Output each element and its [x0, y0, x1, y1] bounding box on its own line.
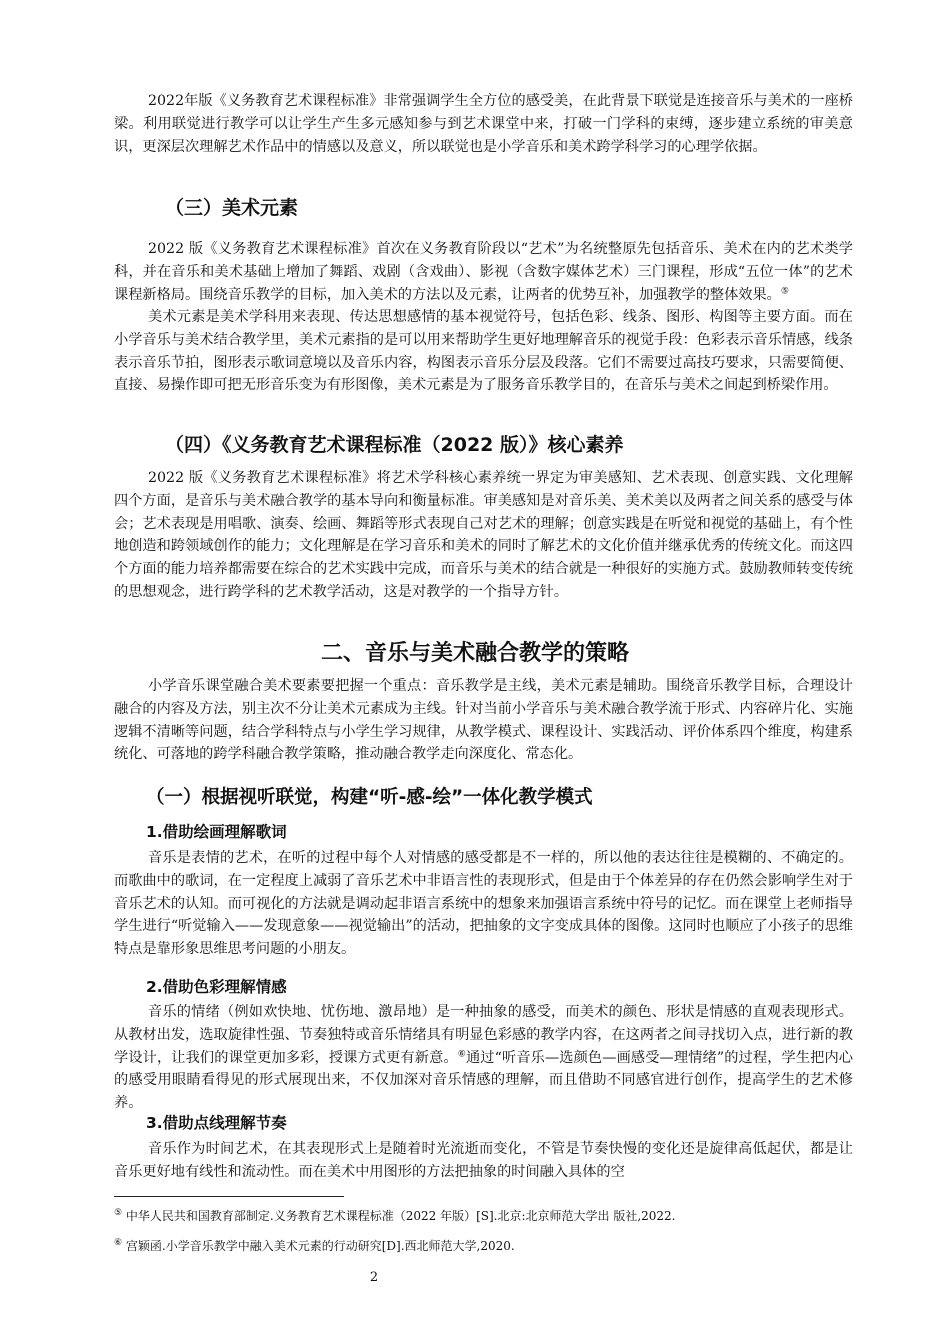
footnote-5	[114, 1208, 676, 1224]
page-number: 2	[369, 1270, 379, 1285]
heading-drawing-lyrics: 1.借助绘画理解歌词	[146, 823, 287, 841]
paragraph-synesthesia: 2022年版《义务教育艺术课程标准》非常强调学生全方位的感受美，在此背景下联觉是连接音乐与美术的一座桥梁。利用联觉进行教学可以让学生产生多元感知参与到艺术课堂中来，打破一门学科的束缚，逐步建立系统的审美意识，更深层次理解艺术作品中的情感以及意义，所以联觉也是小学音乐和美术跨学科学习的心理学依据。	[114, 93, 853, 155]
paragraph-drawing-lyrics: 音乐是表情的艺术，在听的过程中每个人对情感的感受都是不一样的，所以他的表达往往是模糊的、不确定的。而歌曲中的歌词，在一定程度上减弱了音乐艺术中非语言性的表现形式，但是由于个体差异的存在仍然会影响学生对于音乐艺术的认知。而可视化的方法就是调动起非语言系统中的想象来加强语言系统中符号的记忆。而在课堂上老师指导学生进行“听觉输入——发现意象——视觉输出”的活动，把抽象的文字变成具体的图像。这同时也顺应了小孩子的思维特点是靠形象思维思考问题的小朋友。	[114, 850, 853, 958]
heading-art-elements: （三）美术元素	[165, 197, 299, 219]
paragraph-text: 音乐的情绪（例如欢快地、忧伤地、激昂地）是一种抽象的感受，而美术的颜色、形状是情感的直观表现形式。从教材出发，选取旋律性强、节奏独特或音乐情绪具有明显色彩感的教学内容，在这两者之间寻找切入点，进行新的教学设计，让我们的课堂更加多彩，授课方式更有新意。	[114, 1004, 853, 1066]
footnote-6	[114, 1238, 515, 1254]
heading-section-two: 二、音乐与美术融合教学的策略	[320, 641, 629, 666]
footnote-text: 中华人民共和国教育部制定.义务教育艺术课程标准（2022 年版）[S].北京:北京师范大学出 版社,2022.	[125, 1209, 676, 1223]
paragraph-dot-line-rhythm: 音乐作为时间艺术，在其表现形式上是随着时光流逝而变化，不管是节奏快慢的变化还是旋律高低起伏，都是让音乐更好地有线性和流动性。而在美术中用图形的方法把抽象的时间融入具体的空	[114, 1141, 853, 1180]
footnote-mark: ⑥	[114, 1238, 123, 1248]
footnote-ref-5[interactable]: ⑤	[780, 285, 789, 296]
footnote-ref-6[interactable]: ⑥	[457, 1048, 466, 1059]
heading-listen-feel-draw: （一）根据视听联觉，构建“听-感-绘”一体化教学模式	[146, 787, 593, 808]
paragraph-color-emotion	[114, 1001, 853, 1115]
footnote-mark: ⑤	[114, 1208, 123, 1218]
paragraph-text: 2022 版《义务教育艺术课程标准》首次在义务教育阶段以“艺术”为名统整原先包括音乐、美术在内的艺术类学科，并在音乐和美术基础上增加了舞蹈、戏剧（含戏曲）、影视（含数字媒体艺术）三门课程，形成“五位一体”的艺术课程新格局。围绕音乐教学的目标，加入美术的方法以及元素，让两者的优势互补，加强教学的整体效果。	[114, 241, 853, 303]
paragraph-strategy-intro: 小学音乐课堂融合美术要素要把握一个重点：音乐教学是主线，美术元素是辅助。围绕音乐教学目标，合理设计融合的内容及方法，别主次不分让美术元素成为主线。针对当前小学音乐与美术融合教学流于形式、内容碎片化、实施逻辑不清晰等问题，结合学科特点与小学生学习规律，从教学模式、课程设计、实践活动、评价体系四个维度，构建系统化、可落地的跨学科融合教学策略，推动融合教学走向深度化、常态化。	[114, 678, 853, 763]
paragraph-text: 通过“听音乐—选颜色—画感受—理情绪”的过程，学生把内心的感受用眼睛看得见的形式展现出来，不仅加深对音乐情感的理解，而且借助不同感官进行创作，提高学生的艺术修养。	[114, 1049, 853, 1112]
heading-color-emotion: 2.借助色彩理解情感	[146, 978, 287, 996]
paragraph-art-elements-definition: 美术元素是美术学科用来表现、传达思想感情的基本视觉符号，包括色彩、线条、图形、构图等主要方面。而在小学音乐与美术结合教学里，美术元素指的是可以用来帮助学生更好地理解音乐的视觉手段：色彩表示音乐情感，线条表示音乐节拍，图形表示歌词意境以及音乐内容，构图表示音乐分层及段落。它们不需要过高技巧要求，只需要简便、直接、易操作即可把无形音乐变为有形图像，美术元素是为了服务音乐教学目的，在音乐与美术之间起到桥梁作用。	[114, 309, 853, 394]
heading-core-literacy: （四）《义务教育艺术课程标准（2022 版）》核心素养	[165, 434, 624, 456]
heading-dot-line-rhythm: 3.借助点线理解节奏	[146, 1114, 287, 1132]
paragraph-curriculum-standard	[114, 238, 853, 306]
footnote-text: 宫颖函.小学音乐教学中融入美术元素的行动研究[D].西北师范大学,2020.	[125, 1239, 515, 1253]
footnote-separator	[114, 1196, 344, 1197]
paragraph-core-literacy: 2022 版《义务教育艺术课程标准》将艺术学科核心素养统一界定为审美感知、艺术表现、创意实践、文化理解四个方面，是音乐与美术融合教学的基本导向和衡量标准。审美感知是对音乐美、美术美以及两者之间关系的感受与体会；艺术表现是用唱歌、演奏、绘画、舞蹈等形式表现自己对艺术的理解；创意实践是在听觉和视觉的基础上，有个性地创造和跨领域创作的能力；文化理解是在学习音乐和美术的同时了解艺术的文化价值并继承优秀的传统文化。而这四个方面的能力培养都需要在综合的艺术实践中完成，而音乐与美术的结合就是一种很好的实施方式。鼓励教师转变传统的思想观念，进行跨学科的艺术教学活动，这是对教学的一个指导方针。	[114, 470, 853, 600]
